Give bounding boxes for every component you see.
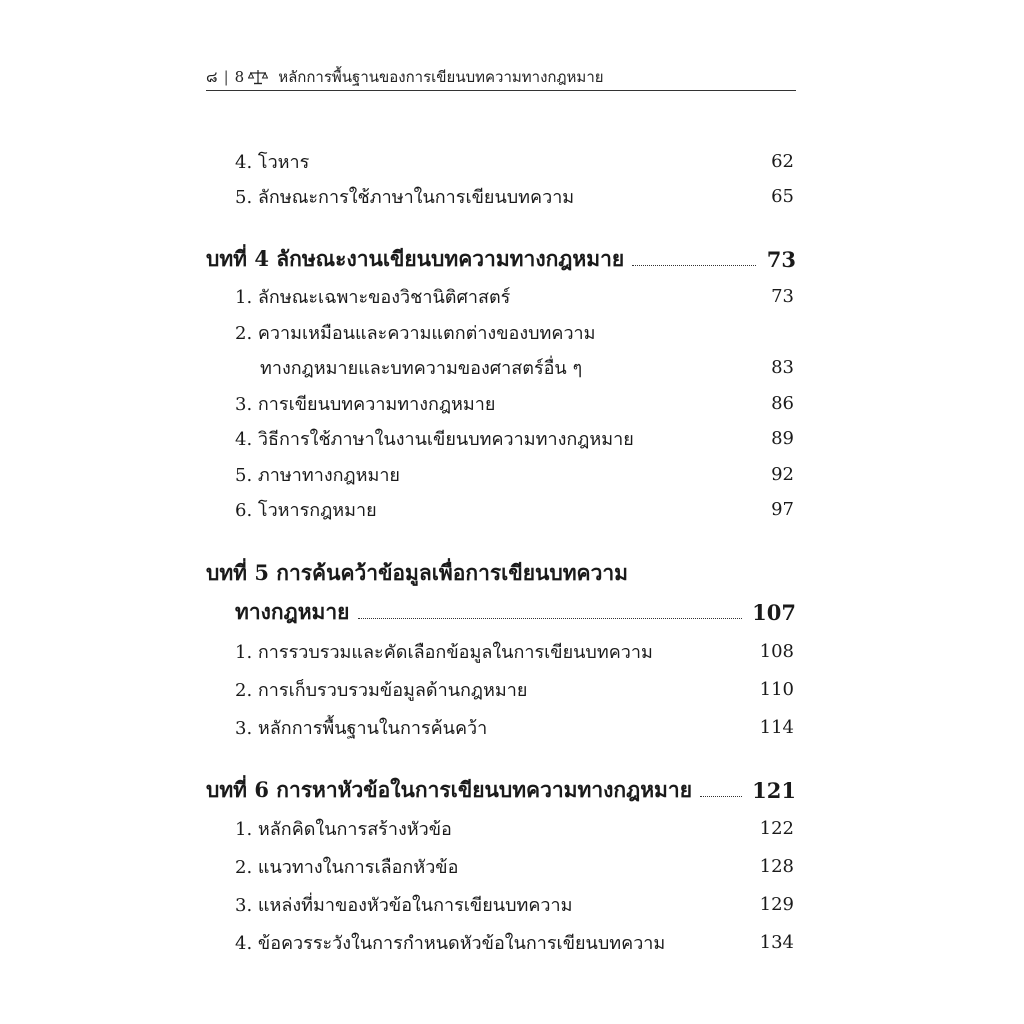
toc-page-number: 114 (759, 716, 794, 738)
toc-entry-label: 4. วิธีการใช้ภาษาในงานเขียนบทความทางกฎหมาย (235, 428, 634, 450)
scales-of-justice-icon (248, 69, 268, 85)
header-separator: | (223, 68, 229, 86)
toc-entry-row (206, 927, 796, 957)
toc-entry-label: บทที่ 4 ลักษณะงานเขียนบทความทางกฎหมาย (206, 245, 625, 271)
toc-entry-row (206, 459, 796, 489)
toc-page-number: 110 (759, 678, 794, 700)
toc-entry-label: 1. หลักคิดในการสร้างหัวข้อ (235, 818, 452, 840)
toc-entry-row (206, 494, 796, 524)
toc-entry-label: 5. ลักษณะการใช้ภาษาในการเขียนบทความ (235, 186, 575, 208)
toc-entry-label: 2. แนวทางในการเลือกหัวข้อ (235, 856, 459, 878)
toc-entry-row (206, 281, 796, 311)
toc-entry-row (206, 813, 796, 843)
toc-page-number: 107 (752, 599, 796, 625)
toc-chapter-row (206, 597, 796, 627)
page-number: 8 (234, 68, 245, 86)
toc-entry-row (206, 181, 796, 211)
toc-entry-row (206, 712, 796, 742)
header-rule (206, 90, 796, 91)
toc-entry-label: 3. หลักการพื้นฐานในการค้นคว้า (235, 717, 488, 739)
toc-page-number: 108 (759, 640, 794, 662)
toc-entry-row (206, 146, 796, 176)
toc-page-number: 73 (766, 246, 796, 272)
toc-page-number: 89 (771, 427, 794, 449)
toc-entry-label: 4. โวหาร (235, 151, 310, 173)
thai-page-number: ๘ (206, 68, 218, 86)
dot-leader (632, 265, 756, 266)
toc-page-number: 86 (771, 392, 794, 414)
toc-entry-label: 2. การเก็บรวบรวมข้อมูลด้านกฎหมาย (235, 679, 528, 701)
toc-entry-label: 1. ลักษณะเฉพาะของวิชานิติศาสตร์ (235, 286, 511, 308)
toc-entry-row (206, 423, 796, 453)
toc-page-number: 134 (759, 931, 794, 953)
toc-entry-row (206, 352, 796, 382)
toc-entry-label: ทางกฎหมาย (235, 598, 350, 624)
toc-page-number: 83 (771, 356, 794, 378)
toc-page-number: 122 (759, 817, 794, 839)
toc-entry-row (206, 317, 796, 347)
toc-entry-label: 3. การเขียนบทความทางกฎหมาย (235, 393, 496, 415)
toc-entry-label: 6. โวหารกฎหมาย (235, 499, 377, 521)
toc-entry-label: 2. ความเหมือนและความแตกต่างของบทความ (235, 322, 596, 344)
toc-page-number: 92 (771, 463, 794, 485)
toc-entry-row (206, 674, 796, 704)
running-header (206, 64, 796, 90)
toc-page-number: 121 (752, 777, 796, 803)
toc-entry-label: 5. ภาษาทางกฎหมาย (235, 464, 400, 486)
toc-entry-row (206, 851, 796, 881)
toc-page-number: 97 (771, 498, 794, 520)
book-title: หลักการพื้นฐานของการเขียนบทความทางกฎหมาย (278, 68, 604, 86)
toc-page-number: 73 (771, 285, 794, 307)
toc-page-number: 129 (759, 893, 794, 915)
toc-entry-row (206, 636, 796, 666)
toc-page-number: 62 (771, 150, 794, 172)
toc-entry-label: 1. การรวบรวมและคัดเลือกข้อมูลในการเขียนบทความ (235, 641, 653, 663)
toc-entry-label: บทที่ 5 การค้นคว้าข้อมูลเพื่อการเขียนบทความ (206, 559, 629, 585)
toc-entry-label: 4. ข้อควรระวังในการกำหนดหัวข้อในการเขียนบทความ (235, 932, 666, 954)
toc-entry-label: 3. แหล่งที่มาของหัวข้อในการเขียนบทความ (235, 894, 573, 916)
toc-entry-row (206, 889, 796, 919)
toc-page-number: 65 (771, 185, 794, 207)
toc-entry-label: ทางกฎหมายและบทความของศาสตร์อื่น ๆ (260, 357, 583, 379)
toc-chapter-row (206, 775, 796, 805)
toc-chapter-row (206, 244, 796, 274)
dot-leader (358, 618, 743, 619)
toc-page-number: 128 (759, 855, 794, 877)
toc-chapter-row (206, 558, 796, 588)
toc-entry-row (206, 388, 796, 418)
toc-entry-label: บทที่ 6 การหาหัวข้อในการเขียนบทความทางกฎหมาย (206, 776, 692, 802)
dot-leader (700, 796, 742, 797)
